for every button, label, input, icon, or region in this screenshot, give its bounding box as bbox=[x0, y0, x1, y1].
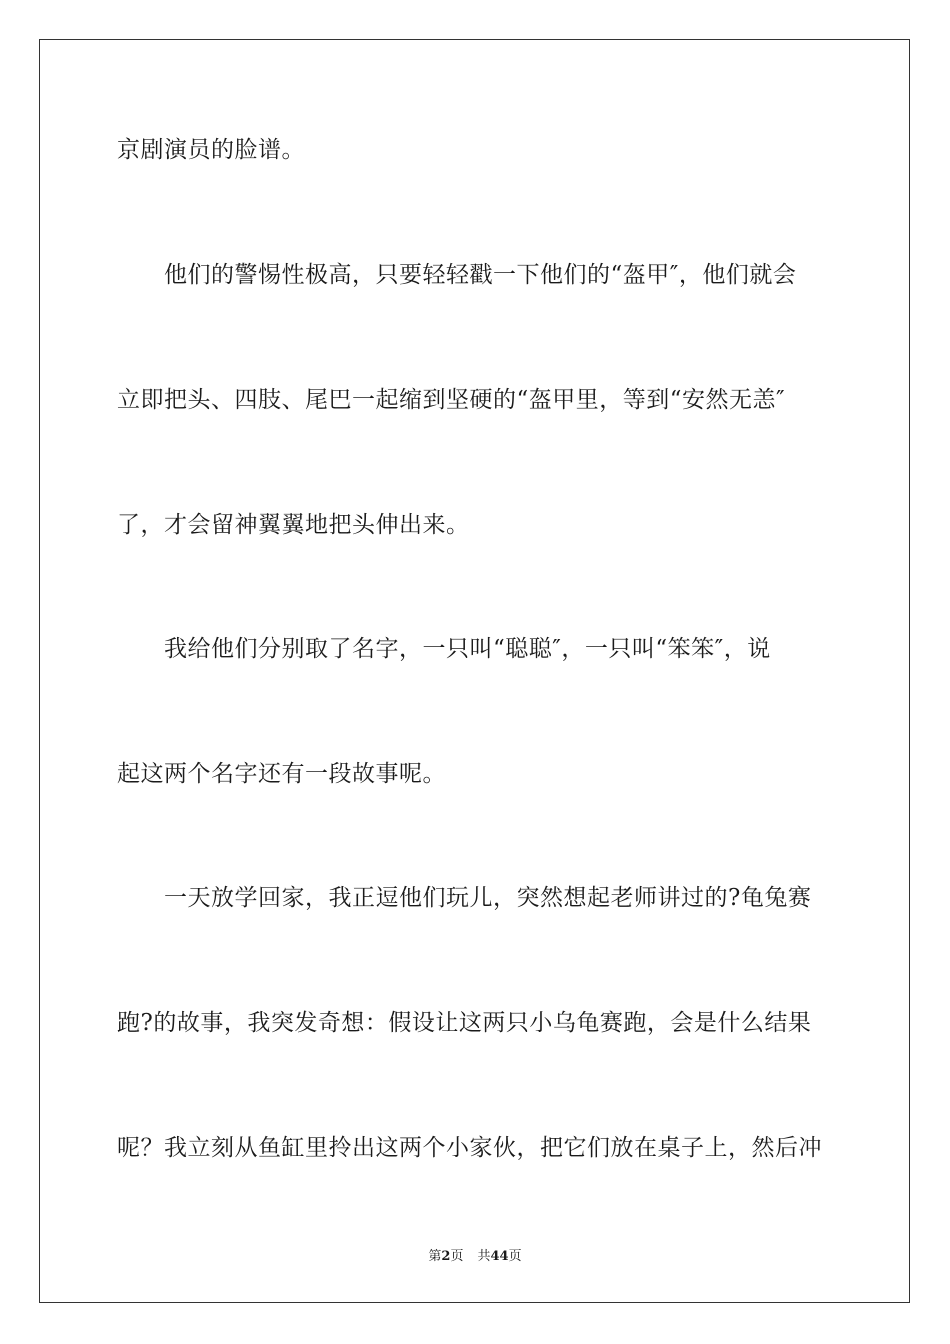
page-suffix: 页 bbox=[450, 1249, 464, 1264]
page-number: 2 bbox=[441, 1249, 451, 1264]
text-line: 跑?的故事，我突发奇想：假设让这两只小乌龟赛跑，会是什么结果 bbox=[117, 1010, 812, 1036]
paragraph-first-line: 我给他们分别取了名字，一只叫“聪聪″，一只叫“笨笨″，说 bbox=[164, 636, 771, 662]
paragraph-first-line: 一天放学回家，我正逗他们玩儿，突然想起老师讲过的?龟兔赛 bbox=[164, 885, 812, 911]
text-line: 立即把头、四肢、尾巴一起缩到坚硬的“盔甲里，等到“安然无恙″ bbox=[117, 387, 786, 413]
total-pages: 44 bbox=[490, 1249, 509, 1264]
text-line: 起这两个名字还有一段故事呢。 bbox=[117, 761, 446, 787]
total-suffix: 页 bbox=[508, 1249, 522, 1264]
page-prefix: 第 bbox=[428, 1249, 442, 1264]
total-prefix: 共 bbox=[477, 1249, 491, 1264]
paragraph-first-line: 他们的警惕性极高，只要轻轻戳一下他们的“盔甲″，他们就会 bbox=[164, 262, 797, 288]
text-line: 呢？我立刻从鱼缸里拎出这两个小家伙，把它们放在桌子上，然后冲 bbox=[117, 1135, 822, 1161]
text-line: 京剧演员的脸谱。 bbox=[117, 137, 305, 163]
text-line: 了，才会留神翼翼地把头伸出来。 bbox=[117, 512, 470, 538]
page-footer bbox=[0, 1248, 950, 1266]
page-border bbox=[39, 39, 910, 1303]
